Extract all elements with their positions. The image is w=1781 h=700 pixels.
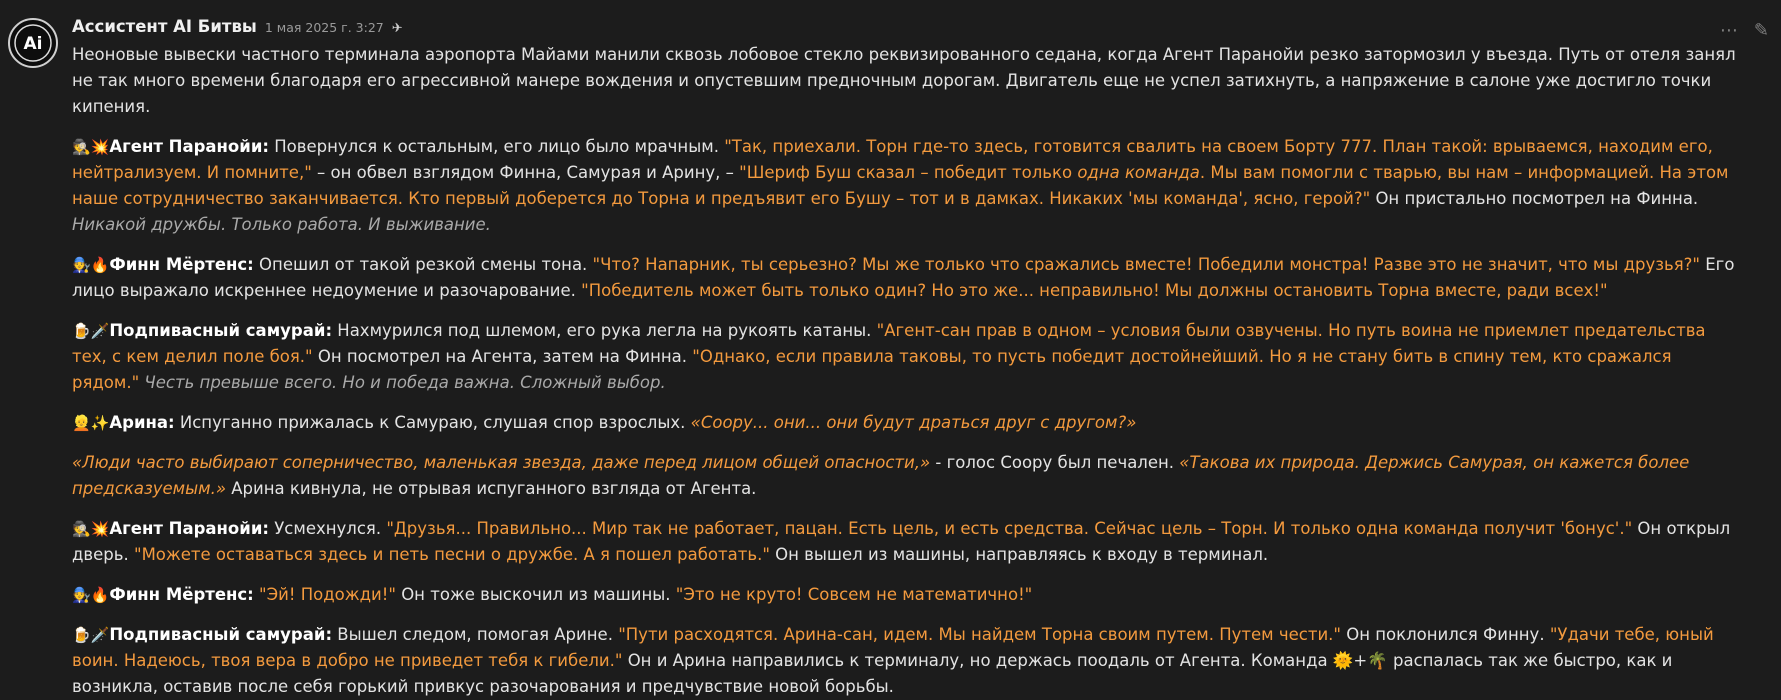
quote: "Что? Напарник, ты серьезно? Мы же только что сражались вместе! Победили монстра! Разве это не значит, что мы друзья?" — [592, 255, 1701, 274]
paragraph-agent-2 — [72, 516, 1742, 568]
narration: Испуганно прижалась к Самураю, слушая спор взрослых. — [174, 413, 691, 432]
paragraph-finn-2 — [72, 582, 1742, 608]
narration: Его лицо выражало искреннее недоумение и разочарование. — [72, 255, 1735, 300]
quote: "Однако, если правила таковы, то пусть победит достойнейший. Но я не стану бить в спину тем, кто сражался рядом." — [72, 347, 1672, 392]
narration: Он тоже выскочил из машины. — [395, 585, 676, 604]
narration: Он поклонился Финну. — [1341, 625, 1550, 644]
speaker-name: Подпивасный самурай: — [109, 625, 333, 644]
narration: Опешил от такой резкой смены тона. — [253, 255, 593, 274]
ai-logo-icon — [13, 23, 53, 63]
paragraph-samurai-1 — [72, 318, 1742, 396]
speaker-name: Арина: — [109, 413, 175, 432]
message-body — [72, 14, 1742, 700]
samurai-emoji-icon: 🍺🗡️ — [72, 322, 110, 340]
narration: Нахмурился под шлемом, его рука легла на рукоять катаны. — [332, 321, 877, 340]
quote: "Агент-сан прав в одном – условия были озвучены. Но путь воина не приемлет предательства тех, с кем делил поле боя." — [72, 321, 1706, 366]
timestamp[interactable]: 1 мая 2025 г. 3:27 — [264, 20, 384, 35]
svg-text:Ai: Ai — [23, 34, 43, 54]
quote: «Такова их природа. Держись Самурая, он кажется более предсказуемым.» — [72, 453, 1690, 498]
samurai-emoji-icon: 🍺🗡️ — [72, 626, 110, 644]
narration: Усмехнулся. — [269, 519, 387, 538]
agent-emoji-icon: 🕵️💥 — [72, 520, 110, 538]
more-icon[interactable]: ⋯ — [1719, 20, 1738, 41]
quote: "Шериф Буш сказал – победит только — [739, 163, 1078, 182]
pin-icon: ✈ — [391, 21, 403, 36]
quote: "Эй! Подожди!" — [253, 585, 396, 604]
finn-emoji-icon: 🧑‍🔧🔥 — [72, 256, 110, 274]
paragraph-samurai-2 — [72, 622, 1742, 700]
narration: Он и Арина направились к терминалу, но держась поодаль от Агента. Команда 🌞+🌴 распалась так же быстро, как и возникла, оставив после себя горький привкус разочарования и предчувствие новой борьбы. — [72, 651, 1673, 696]
quote: "Так, приехали. Торн где-то здесь, готовится свалить на своем Борту 777. План такой: врываемся, находим его, нейтрализуем. И помните," — [72, 137, 1713, 182]
quote: "Друзья... Правильно... Мир так не работает, пацан. Есть цель, и есть средства. Сейчас цель – Торн. И только одна команда получит 'бонус'." — [386, 519, 1633, 538]
speaker-name: Финн Мёртенс: — [109, 255, 254, 274]
narration: Он вышел из машины, направляясь к входу в терминал. — [769, 545, 1269, 564]
quote: "Победитель может быть только один? Но это же... неправильно! Мы должны остановить Торна вместе, ради всех!" — [581, 281, 1608, 300]
message-header — [72, 14, 1742, 42]
quote: "Удачи тебе, юный воин. Надеюсь, твоя вера в добро не приведет тебя к гибели." — [72, 625, 1714, 670]
narration: Он открыл дверь. — [72, 519, 1731, 564]
speaker-name: Агент Паранойи: — [109, 137, 269, 156]
speaker-name: Подпивасный самурай: — [109, 321, 333, 340]
quote-emphasis: одна команда — [1077, 163, 1200, 182]
paragraph-text: Неоновые вывески частного терминала аэропорта Майами манили сквозь лобовое стекло реквизированного седана, когда Агент Паранойи резко затормозил у въезда. Путь от отеля занял не так много времени благодаря его агрессивной манере вождения и опустевшим предночным дорогам. Двигатель еще не успел затихнуть, а напряжение в салоне уже достигло точки кипения. — [72, 45, 1736, 116]
quote: "Пути расходятся. Арина-сан, идем. Мы найдем Торна своим путем. Путем чести." — [618, 625, 1341, 644]
paragraph-agent-1 — [72, 134, 1742, 238]
narration: – он обвел взглядом Финна, Самурая и Арину, – — [311, 163, 740, 182]
narration: - голос Соору был печален. — [930, 453, 1180, 472]
quote: . Мы вам помогли с тварью, вы нам – информацией. На этом наше сотрудничество заканчивается. Кто первый доберется до Торна и предъявит его Бушу – тот и в дамках. Никаких 'мы команда', ясно, герой?" — [72, 163, 1729, 208]
arina-emoji-icon: 👱✨ — [72, 414, 110, 432]
narration: Он посмотрел на Агента, затем на Финна. — [312, 347, 693, 366]
narration: Повернулся к остальным, его лицо было мрачным. — [269, 137, 725, 156]
thought: Никакой дружбы. Только работа. И выживание. — [72, 215, 491, 234]
author-name[interactable]: Ассистент AI Битвы — [72, 17, 257, 36]
narration: Арина кивнула, не отрывая испуганного взгляда от Агента. — [226, 479, 757, 498]
paragraph-finn-1 — [72, 252, 1742, 304]
quote: «Люди часто выбирают соперничество, маленькая звезда, даже перед лицом общей опасности,» — [72, 453, 931, 472]
quote: "Можете оставаться здесь и петь песни о дружбе. А я пошел работать." — [133, 545, 770, 564]
quote: "Это не круто! Совсем не математично!" — [675, 585, 1033, 604]
paragraph-sooru — [72, 450, 1742, 502]
paragraph-arina — [72, 410, 1742, 436]
thought: Честь превыше всего. Но и победа важна. Сложный выбор. — [139, 373, 666, 392]
speaker-name: Финн Мёртенс: — [109, 585, 254, 604]
pencil-icon[interactable]: ✎ — [1753, 20, 1769, 41]
narration: Он пристально посмотрел на Финна. — [1370, 189, 1699, 208]
narration: Вышел следом, помогая Арине. — [332, 625, 619, 644]
agent-emoji-icon: 🕵️💥 — [72, 138, 110, 156]
message-actions — [1720, 18, 1769, 44]
quote: «Соору... они... они будут драться друг с другом?» — [690, 413, 1137, 432]
speaker-name: Агент Паранойи: — [109, 519, 269, 538]
finn-emoji-icon: 🧑‍🔧🔥 — [72, 586, 110, 604]
avatar[interactable] — [8, 18, 58, 68]
paragraph-intro — [72, 42, 1742, 120]
